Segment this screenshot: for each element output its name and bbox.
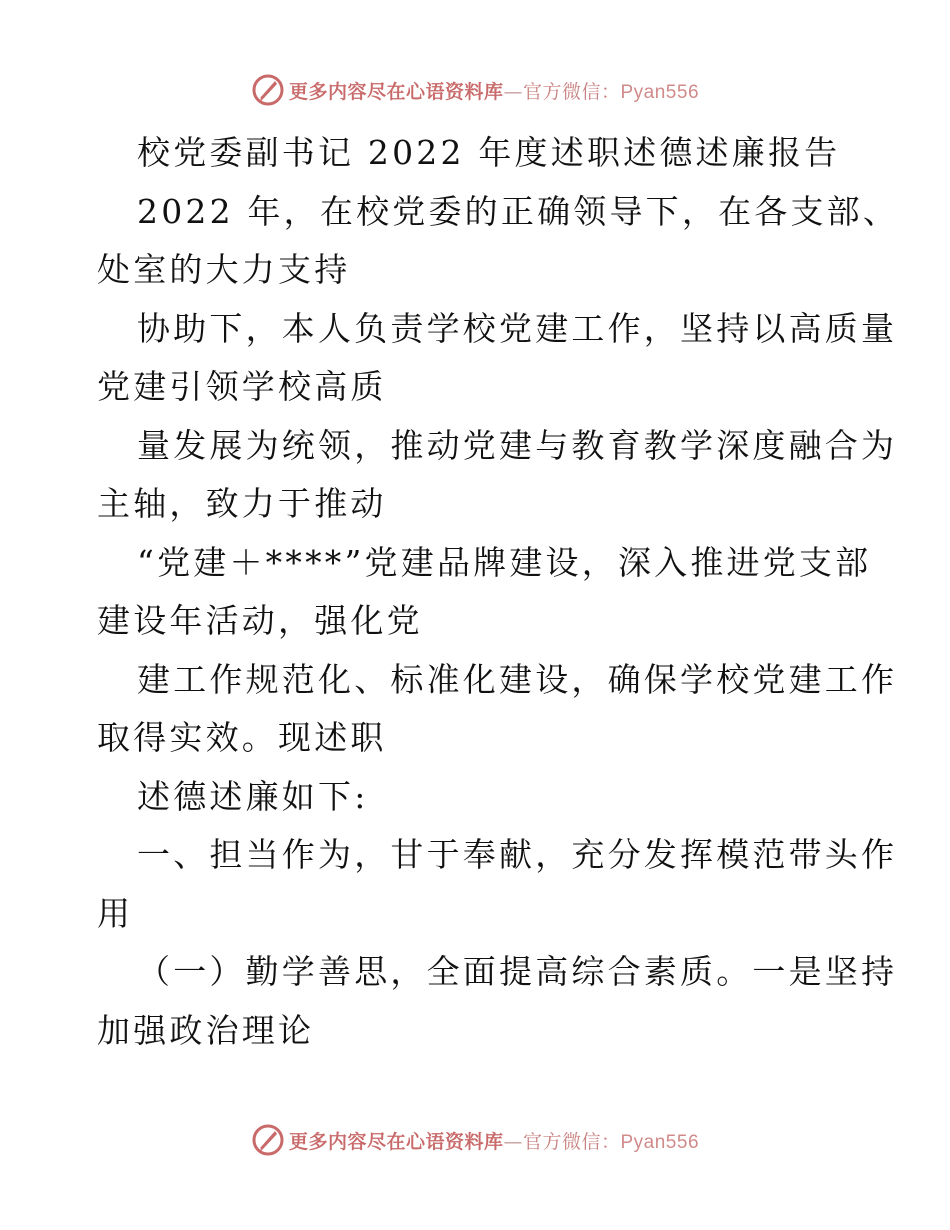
text-line: 协助下，本人负责学校党建工作，坚持以高质量 [137, 308, 898, 348]
text-line: 建设年活动，强化党 [97, 601, 423, 640]
text-line: 述德述廉如下: [137, 776, 369, 816]
text-line: 党建引领学校高质 [97, 367, 387, 406]
header-watermark [0, 70, 950, 110]
watermark-id: Pyan556 [620, 1131, 700, 1153]
watermark-label: 官方微信： [522, 1130, 621, 1153]
text-line: “党建＋****”党建品牌建设，深入推进党支部 [137, 542, 872, 582]
section-heading-continued: 用 [97, 893, 134, 933]
text-line: 建工作规范化、标准化建设，确保学校党建工作 [137, 659, 898, 699]
watermark-separator: — [503, 1130, 523, 1153]
watermark-text [289, 1127, 699, 1154]
watermark-id: Pyan556 [620, 81, 700, 103]
text-line: 2022 年，在校党委的正确领导下，在各支部、 [137, 191, 900, 231]
watermark-main: 更多内容尽在心语资料库 [288, 80, 504, 103]
document-title: 校党委副书记 2022 年度述职述德述廉报告 [137, 133, 841, 172]
text-line: 量发展为统领，推动党建与教育教学深度融合为 [137, 425, 898, 465]
text-line: 主轴，致力于推动 [97, 484, 387, 523]
footer-watermark [0, 1120, 950, 1160]
text-line: 取得实效。现述职 [97, 718, 387, 757]
watermark-text [289, 77, 699, 104]
section-heading: 一、担当作为，甘于奉献，充分发挥模范带头作 [137, 835, 898, 874]
document-body [97, 124, 900, 1060]
text-line: 加强政治理论 [97, 1010, 315, 1050]
watermark-label: 官方微信： [522, 80, 621, 103]
quill-badge-icon [251, 73, 285, 107]
subsection-heading: （一）勤学善思，全面提高综合素质。一是坚持 [137, 952, 898, 991]
quill-badge-icon [251, 1123, 285, 1157]
watermark-separator: — [503, 80, 523, 103]
text-line: 处室的大力支持 [97, 250, 351, 289]
watermark-main: 更多内容尽在心语资料库 [288, 1130, 504, 1153]
